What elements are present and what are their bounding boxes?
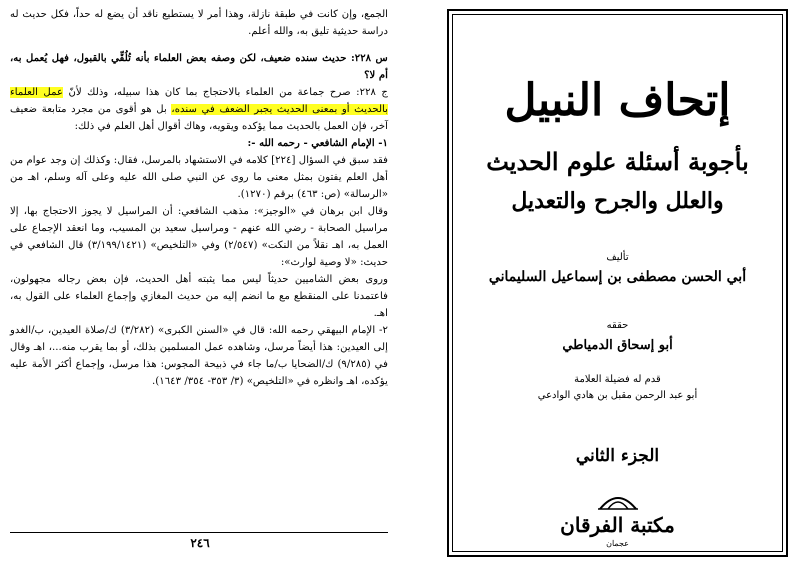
answer-228-end: بل هو أقوى من مجرد متابعة ضعيف آخر، فإن العمل بالحديث مما يؤكده ويقويه، وهاك أقوال أهل العلم في ذلك: <box>10 104 388 132</box>
author-name: أبي الحسن مصطفى بن إسماعيل السليماني <box>488 269 747 285</box>
cover-frame <box>452 14 783 552</box>
volume-label: الجزء الثاني <box>575 446 660 466</box>
paragraph-shamiyin: وروى بعض الشاميين حديثاً ليس مما يثبته أهل الحديث، فإن بعض رجاله مجهولون، فاعتمدنا على المنقطع مع ما انضم إليه من حديث المغازي وإجماع العلماء على القول به، اهـ. <box>10 274 388 319</box>
answer-228-start: ج ٢٢٨: صرح جماعة من العلماء بالاحتجاج بما كان هذا سبيله، وذلك لأنّ <box>63 87 388 98</box>
question-228: س ٢٢٨: حديث سنده ضعيف، لكن وصفه بعض العلماء بأنه تُلُقِّي بالقبول، فهل يُعمل به، أم لا؟ <box>10 52 388 81</box>
book-cover <box>447 9 788 557</box>
paragraph-shafii: فقد سبق في السؤال [٢٢٤] كلامه في الاستشهاد بالمرسل، فقال: وكذلك إن وجد عوام من أهل العلم يفتون بمثل معنى ما روى عن النبي صلى الله عليه وعلى آله وسلم، اهـ من «الرسالة» (ص: ٤٦٣) برقم (١٢٧٠). <box>10 155 388 200</box>
publisher-emblem-icon <box>596 485 640 511</box>
intro-label: قدم له فضيلة العلامة <box>574 374 661 385</box>
page-rule <box>10 532 388 533</box>
page-number: ٢٤٦ <box>190 536 210 550</box>
section-heading-shafii: ١- الإمام الشافعي - رحمه الله -: <box>247 137 388 149</box>
book-subtitle-line2: والعلل والجرح والتعديل <box>511 188 724 214</box>
highlighted-text: عمل العلماء بالحديث أو بمعنى الحديث يجبر الضعف في سنده، <box>10 87 388 115</box>
editor-label: حققه <box>606 320 629 331</box>
editor-name: أبو إسحاق الدمياطي <box>562 338 673 353</box>
answer-228 <box>10 84 388 135</box>
publisher-city: عجمان <box>606 539 629 548</box>
publisher-name: مكتبة الفرقان <box>560 513 675 537</box>
paragraph-ibn-burhan: وقال ابن برهان في «الوجيز»: مذهب الشافعي: أن المراسيل لا يجوز الاحتجاج بها، إلا مراسيل الصحابة - رضي الله عنهم - ومراسيل سعيد بن المسيب، وما انعقد الإجماع على العمل به، اهـ نقلاً من النكت» (٢/٥٤٧) وفي «التلخيص» (٣/١٩٩/١٤٢١) قال الشافعي في حديث: «لا وصية لوارث»: <box>10 206 388 268</box>
book-subtitle-line1: بأجوبة أسئلة علوم الحديث <box>486 147 749 176</box>
author-label: تأليف <box>606 252 629 263</box>
paragraph-intro: الجمع، وإن كانت في طبقة نازلة، وهذا أمر لا يستطيع ناقد أن يضع له حداً، فكل حديث له دراسة حديثية تليق به، والله أعلم. <box>10 9 388 37</box>
book-title: إتحاف النبيل <box>504 75 731 126</box>
paragraph-bayhaqi: ٢- الإمام البيهقي رحمه الله: قال في «السنن الكبرى» (٣/٢٨٢) ك/صلاة العيدين، ب/الغدو إلى العيدين: هذا أيضاً مرسل، وشاهده عمل المسلمين بذلك، أو بما يقرب منه...، اهـ وقال في (٩/٢٨٥) ك/الضحايا ب/ما جاء في ذبيحة المجوس: هذا مرسل، وإجماع أكثر الأمة عليه يؤكده، اهـ وانظره في «التلخيص» (٣/ ٣٥٣- ٣٥٤/ ١٦٤٣). <box>10 325 388 387</box>
intro-author: أبو عبد الرحمن مقبل بن هادي الوادعي <box>537 390 698 401</box>
page-text <box>10 6 388 390</box>
